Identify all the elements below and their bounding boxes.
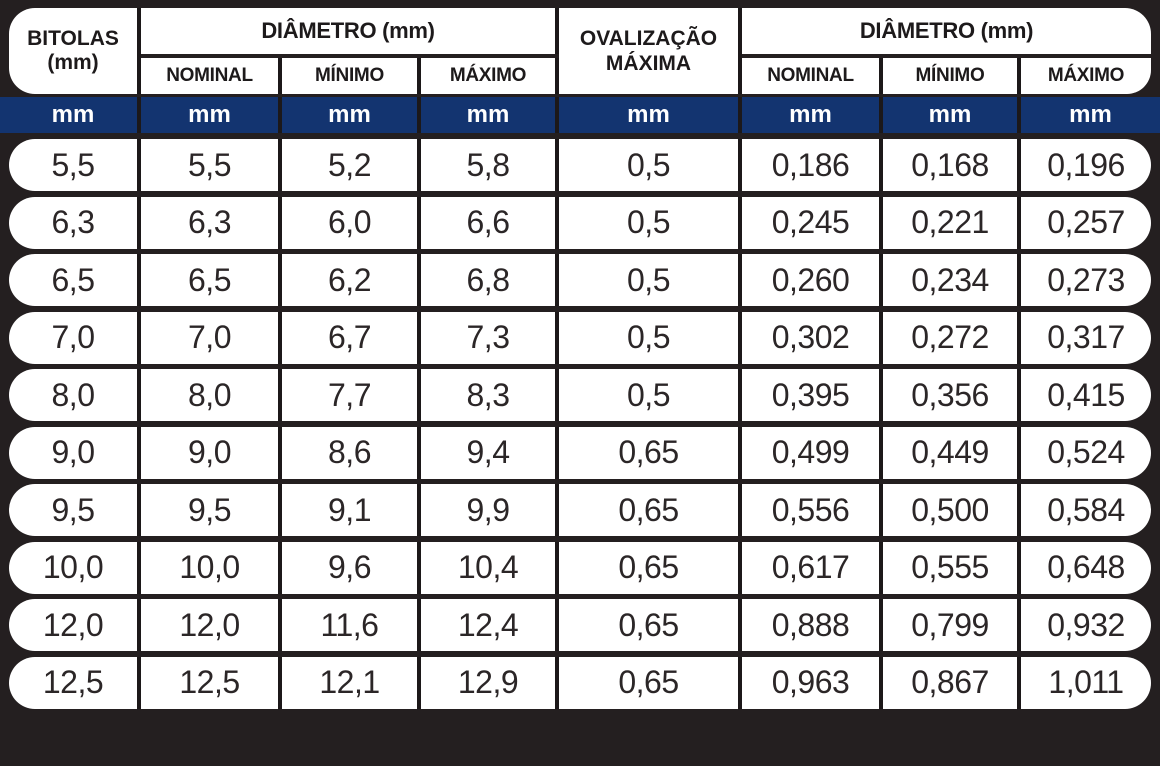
table-row — [9, 657, 1151, 709]
table-cell: 0,245 — [742, 197, 883, 249]
table-cell: 0,65 — [559, 599, 742, 651]
unit-label: mm — [883, 97, 1021, 133]
table-cell: 0,617 — [742, 542, 883, 594]
unit-label: mm — [9, 97, 141, 133]
table-cell: 0,449 — [883, 427, 1021, 479]
table-cell: 9,4 — [421, 427, 559, 479]
table-cell: 0,556 — [742, 484, 883, 536]
table-cell: 6,2 — [282, 254, 421, 306]
table-cell: 9,5 — [141, 484, 282, 536]
table-cell: 8,0 — [141, 369, 282, 421]
table-row — [9, 312, 1151, 364]
table-cell: 8,0 — [9, 369, 141, 421]
table-cell: 10,0 — [141, 542, 282, 594]
table-cell: 0,221 — [883, 197, 1021, 249]
table-cell: 0,5 — [559, 254, 742, 306]
header-bitolas-unit: (mm) — [47, 51, 99, 74]
header-bitolas-title: BITOLAS — [27, 26, 119, 50]
table-cell: 6,5 — [141, 254, 282, 306]
table-cell: 0,799 — [883, 599, 1021, 651]
subheader-minimo-left: MÍNIMO — [282, 58, 421, 94]
table-cell: 0,555 — [883, 542, 1021, 594]
table-cell: 0,932 — [1021, 599, 1151, 651]
table-cell: 0,234 — [883, 254, 1021, 306]
table-cell: 5,5 — [141, 139, 282, 191]
unit-label: mm — [141, 97, 282, 133]
table-cell: 0,317 — [1021, 312, 1151, 364]
unit-label: mm — [742, 97, 883, 133]
table-cell: 9,0 — [9, 427, 141, 479]
unit-label: mm — [282, 97, 421, 133]
table-row — [9, 484, 1151, 536]
table-row — [9, 197, 1151, 249]
table-cell: 7,7 — [282, 369, 421, 421]
table-cell: 0,65 — [559, 484, 742, 536]
table-cell: 6,7 — [282, 312, 421, 364]
table-row — [9, 139, 1151, 191]
table-cell: 11,6 — [282, 599, 421, 651]
unit-label: mm — [559, 97, 742, 133]
table-cell: 8,6 — [282, 427, 421, 479]
table-cell: 0,5 — [559, 369, 742, 421]
header-ovalizacao-line2: MÁXIMA — [605, 52, 692, 75]
table-row — [9, 254, 1151, 306]
table-cell: 7,0 — [141, 312, 282, 364]
table-cell: 12,5 — [9, 657, 141, 709]
table-cell: 0,524 — [1021, 427, 1151, 479]
table-cell: 0,963 — [742, 657, 883, 709]
table-cell: 0,415 — [1021, 369, 1151, 421]
table-cell: 12,4 — [421, 599, 559, 651]
unit-label: mm — [421, 97, 559, 133]
table-row — [9, 427, 1151, 479]
table-cell: 5,5 — [9, 139, 141, 191]
table-cell: 7,3 — [421, 312, 559, 364]
header-bitolas — [9, 8, 141, 94]
table-cell: 0,888 — [742, 599, 883, 651]
table-cell: 10,4 — [421, 542, 559, 594]
table-cell: 0,648 — [1021, 542, 1151, 594]
table-cell: 0,5 — [559, 312, 742, 364]
table-cell: 12,0 — [9, 599, 141, 651]
table-cell: 0,867 — [883, 657, 1021, 709]
subheader-nominal-right: NOMINAL — [742, 58, 883, 94]
table-cell: 0,65 — [559, 657, 742, 709]
table-cell: 6,8 — [421, 254, 559, 306]
units-band — [0, 97, 1160, 133]
table-row — [9, 369, 1151, 421]
table-cell: 5,8 — [421, 139, 559, 191]
table-cell: 5,2 — [282, 139, 421, 191]
table-cell: 0,356 — [883, 369, 1021, 421]
table-cell: 0,196 — [1021, 139, 1151, 191]
table-cell: 0,65 — [559, 427, 742, 479]
header-diametro-right-group: DIÂMETRO (mm) — [742, 8, 1151, 54]
subheader-maximo-right: MÁXIMO — [1021, 58, 1151, 94]
table-cell: 0,260 — [742, 254, 883, 306]
table-cell: 6,5 — [9, 254, 141, 306]
header-diametro-left-group: DIÂMETRO (mm) — [141, 8, 559, 54]
table-row — [9, 599, 1151, 651]
table-cell: 10,0 — [9, 542, 141, 594]
table-cell: 0,500 — [883, 484, 1021, 536]
table-cell: 12,9 — [421, 657, 559, 709]
table-cell: 6,0 — [282, 197, 421, 249]
table-cell: 12,1 — [282, 657, 421, 709]
subheader-nominal-left: NOMINAL — [141, 58, 282, 94]
table-cell: 0,65 — [559, 542, 742, 594]
table-header — [9, 8, 1151, 94]
unit-label: mm — [1069, 101, 1112, 128]
table-cell: 9,0 — [141, 427, 282, 479]
table-cell: 6,6 — [421, 197, 559, 249]
table-cell: 9,6 — [282, 542, 421, 594]
table-cell: 0,499 — [742, 427, 883, 479]
table-cell: 1,011 — [1021, 657, 1151, 709]
table-cell: 12,5 — [141, 657, 282, 709]
subheader-maximo-left: MÁXIMO — [421, 58, 559, 94]
table-cell: 7,0 — [9, 312, 141, 364]
table-row — [9, 542, 1151, 594]
table-cell: 9,9 — [421, 484, 559, 536]
subheader-minimo-right: MÍNIMO — [883, 58, 1021, 94]
table-cell: 0,273 — [1021, 254, 1151, 306]
table-cell: 9,1 — [282, 484, 421, 536]
table-cell: 0,5 — [559, 197, 742, 249]
table-cell: 8,3 — [421, 369, 559, 421]
table-cell: 0,302 — [742, 312, 883, 364]
table-cell: 0,395 — [742, 369, 883, 421]
table-body — [9, 139, 1151, 709]
table-cell: 12,0 — [141, 599, 282, 651]
table-cell: 0,168 — [883, 139, 1021, 191]
header-ovalizacao — [559, 8, 742, 94]
table-cell: 0,257 — [1021, 197, 1151, 249]
table-cell: 0,272 — [883, 312, 1021, 364]
table-cell: 0,5 — [559, 139, 742, 191]
header-ovalizacao-line1: OVALIZAÇÃO — [579, 26, 718, 50]
table-cell: 0,186 — [742, 139, 883, 191]
table-cell: 6,3 — [141, 197, 282, 249]
table-cell: 9,5 — [9, 484, 141, 536]
table-cell: 0,584 — [1021, 484, 1151, 536]
table-cell: 6,3 — [9, 197, 141, 249]
